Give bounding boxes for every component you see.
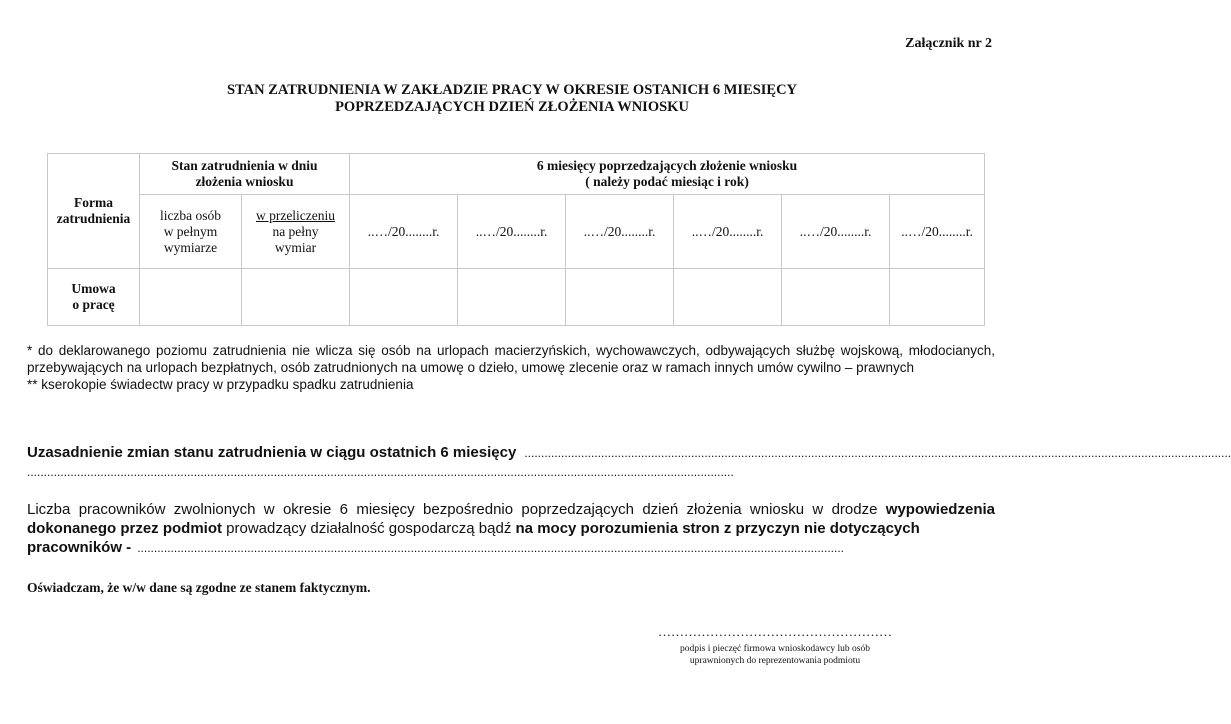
employment-form-header-line2: zatrudnienia <box>56 211 131 226</box>
justification-fill-line-2[interactable]: .................................................................................................................................................................................................................... <box>27 465 734 479</box>
dismissed-bold-3: pracowników - <box>27 539 132 556</box>
footnote-1: * do deklarowanego poziomu zatrudnienia nie wlicza się osób na urlopach macierzyńskich, wychowawczych, odbywających służbę wojskową, młodocianych, przebywających na urlopach bezpłatnych, osób zatrudnionych na umowę o dzieło, umowę zlecenie oraz w ramach innych umów cywilno – prawnych <box>27 343 995 375</box>
state-header-line1: Stan zatrudnienia w dniu <box>171 158 318 173</box>
input-month-3[interactable] <box>566 269 674 326</box>
signature-block <box>645 624 905 667</box>
dismissed-text-1: Liczba pracowników zwolnionych w okresie 6 miesięcy bezpośrednio poprzedzających dzień złożenia wniosku w drodze <box>27 501 886 518</box>
month-cell-1[interactable]: ..…/20........r. <box>350 195 458 269</box>
input-month-6[interactable] <box>890 269 985 326</box>
signature-caption-line2: uprawnionych do reprezentowania podmiotu <box>689 656 861 666</box>
footnotes <box>27 342 995 393</box>
month-cell-2[interactable]: ..…/20........r. <box>458 195 566 269</box>
justification-label: Uzasadnienie zmian stanu zatrudnienia w ciągu ostatnich 6 miesięcy <box>27 444 517 461</box>
converted-line2: na pełny <box>272 223 319 239</box>
employment-form-header-line1: Forma <box>74 195 113 210</box>
dismissed-paragraph <box>27 500 995 538</box>
full-time-count-header <box>140 195 242 269</box>
months-header-line1: 6 miesięcy poprzedzających złożenie wniosku <box>536 158 798 173</box>
row-label-line2: o pracę <box>72 297 115 312</box>
dismissed-last-line <box>27 538 995 558</box>
input-converted-fte[interactable] <box>242 269 350 326</box>
input-month-4[interactable] <box>674 269 782 326</box>
row-label-line1: Umowa <box>71 281 116 296</box>
dismissed-bold-1: wypowiedzenia dokonanego przez podmiot <box>27 501 995 537</box>
month-cell-4[interactable]: ..…/20........r. <box>674 195 782 269</box>
input-full-time-count[interactable] <box>140 269 242 326</box>
converted-line3: wymiar <box>274 239 317 255</box>
dismissed-text-2: prowadzący działalność gospodarczą bądź <box>222 520 516 537</box>
employment-contract-row-label <box>48 269 140 326</box>
dismissed-fill-line[interactable]: .................................................................................................................................................................................................................... <box>137 541 844 555</box>
employment-form-header <box>48 154 140 269</box>
annex-label: Załącznik nr 2 <box>905 36 992 51</box>
full-time-line1: liczba osób <box>159 207 222 223</box>
state-header-line2: złożenia wniosku <box>195 174 294 189</box>
dismissed-bold-2: na mocy porozumienia stron z przyczyn nie dotyczących <box>515 520 920 537</box>
footnote-2: ** kserokopie świadectw pracy w przypadku spadku zatrudnienia <box>27 377 414 392</box>
declaration: Oświadczam, że w/w dane są zgodne ze stanem faktycznym. <box>27 580 371 595</box>
signature-caption <box>645 643 905 667</box>
employment-table <box>47 153 985 326</box>
month-cell-6[interactable]: ..…/20........r. <box>890 195 985 269</box>
document-title <box>0 82 1024 116</box>
converted-fte-header <box>242 195 350 269</box>
state-on-date-header <box>140 154 350 195</box>
month-cell-5[interactable]: ..…/20........r. <box>782 195 890 269</box>
dismissed-employees-section <box>27 500 995 558</box>
justification-section <box>27 443 1231 482</box>
justification-fill-line-1[interactable]: .................................................................................................................................................................................................................... <box>524 446 1231 460</box>
full-time-line3: wymiarze <box>163 239 218 255</box>
converted-line1: w przeliczeniu <box>255 207 336 223</box>
months-header-line2: ( należy podać miesiąc i rok) <box>585 174 749 189</box>
input-month-5[interactable] <box>782 269 890 326</box>
title-line-2: POPRZEDZAJĄCYCH DZIEŃ ZŁOŻENIA WNIOSKU <box>335 99 689 115</box>
full-time-line2: w pełnym <box>163 223 218 239</box>
justification-first-line <box>27 443 1231 463</box>
month-cell-3[interactable]: ..…/20........r. <box>566 195 674 269</box>
signature-line[interactable]: ……………………………………………… <box>658 624 892 639</box>
input-month-2[interactable] <box>458 269 566 326</box>
six-months-header <box>350 154 985 195</box>
signature-caption-line1: podpis i pieczęć firmowa wnioskodawcy lub osób <box>680 644 870 654</box>
input-month-1[interactable] <box>350 269 458 326</box>
title-line-1: STAN ZATRUDNIENIA W ZAKŁADZIE PRACY W OKRESIE OSTANICH 6 MIESIĘCY <box>226 82 798 98</box>
